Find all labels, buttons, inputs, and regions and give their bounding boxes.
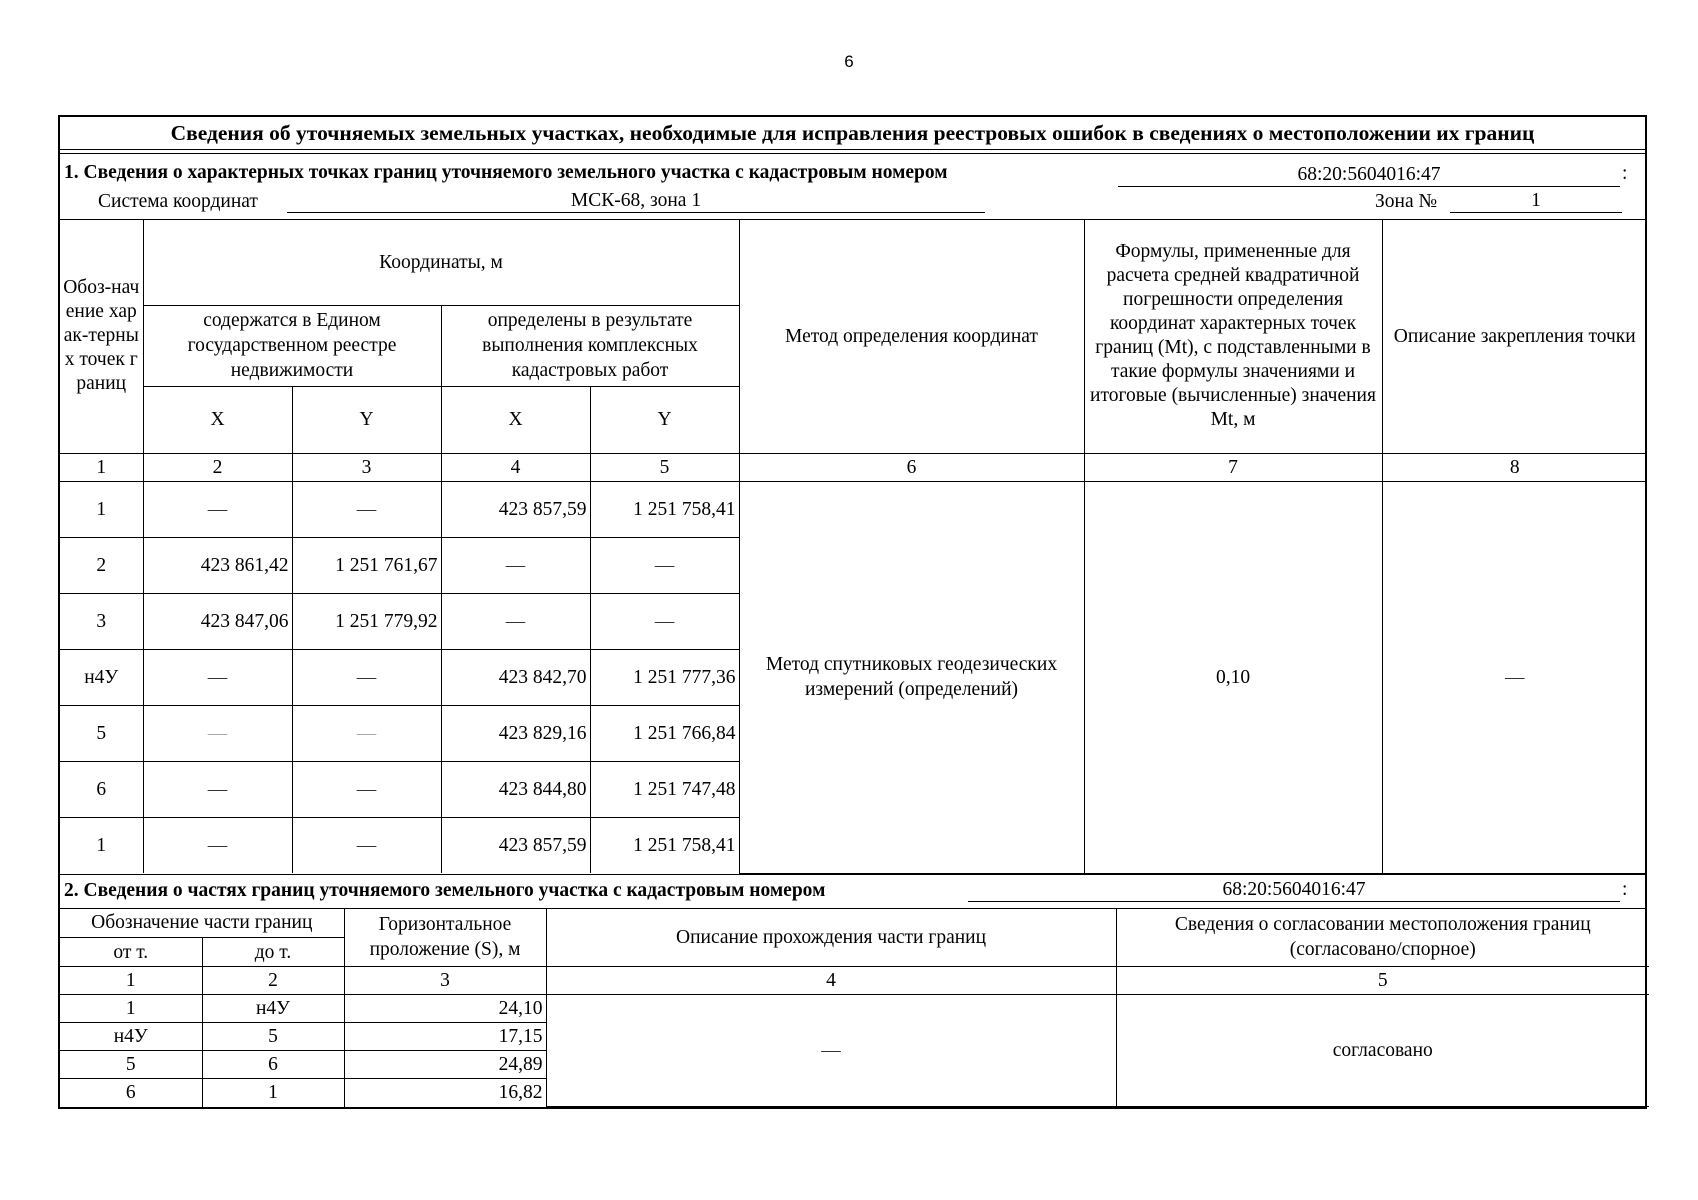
det-y: 1 251 777,36 [590,649,739,705]
header-reg-y: Y [292,386,441,453]
zone-value: 1 [1450,190,1622,213]
header-part-designation: Обозначение части границ [60,909,344,938]
table-row [60,481,1647,537]
reg-y: — [292,649,441,705]
point-id: 3 [60,593,143,649]
from-point: 5 [60,1051,202,1079]
horizontal-distance: 24,89 [344,1051,546,1079]
header-to: до т. [202,938,344,967]
horizontal-distance: 17,15 [344,1023,546,1051]
section2-header [60,874,1645,909]
column-number: 7 [1084,453,1382,481]
horizontal-distance: 16,82 [344,1079,546,1107]
column-number: 3 [344,967,546,995]
header-description: Описание прохождения части границ [546,909,1116,967]
reg-x: 423 847,06 [143,593,292,649]
header-det-x: X [441,386,590,453]
reg-y: — [292,817,441,873]
section2-heading: 2. Сведения о частях границ уточняемого земельного участка с кадастровым номером [64,879,826,901]
column-number: 5 [1116,967,1649,995]
header-designation: Обоз-начение харак-терных точек границ [60,220,143,453]
reg-x: — [143,761,292,817]
reg-y: — [292,761,441,817]
point-id: 1 [60,481,143,537]
to-point: 6 [202,1051,344,1079]
column-number: 6 [739,453,1084,481]
det-x: — [441,593,590,649]
column-number: 4 [546,967,1116,995]
column-number: 2 [202,967,344,995]
header-det-y: Y [590,386,739,453]
reg-y: 1 251 779,92 [292,593,441,649]
section2-cadastral-number: 68:20:5604016:47 [968,879,1620,902]
det-x: 423 857,59 [441,481,590,537]
colon: : [1622,878,1628,900]
det-y: — [590,537,739,593]
method-value: Метод спутниковых геодезических измерений (определений) [739,481,1084,873]
det-x: 423 829,16 [441,705,590,761]
reg-x: — [143,817,292,873]
header-in-registry: содержатся в Едином государственном реестре недвижимости [143,305,441,386]
column-number: 1 [60,453,143,481]
det-x: 423 842,70 [441,649,590,705]
column-number: 2 [143,453,292,481]
header-agreement: Сведения о согласовании местоположения границ (согласовано/спорное) [1116,909,1649,967]
from-point: 6 [60,1079,202,1107]
coord-system-label: Система координат [98,191,258,212]
det-y: 1 251 758,41 [590,481,739,537]
section1-cadastral-number: 68:20:5604016:47 [1118,164,1620,187]
header-method: Метод определения координат [739,220,1084,453]
header-determined: определены в результате выполнения комплексных кадастровых работ [441,305,739,386]
section1-header [60,154,1645,220]
points-table [60,220,1647,874]
header-horizontal: Горизонтальное проложение (S), м [344,909,546,967]
point-id: 5 [60,705,143,761]
page-number: 6 [844,52,854,71]
coord-system-value: МСК-68, зона 1 [287,190,985,213]
column-number: 3 [292,453,441,481]
det-x: 423 857,59 [441,817,590,873]
agreement-value: согласовано [1116,995,1649,1107]
reg-y: — [292,481,441,537]
point-id: 2 [60,537,143,593]
reg-x: — [143,649,292,705]
zone-label: Зона № [1375,191,1438,212]
column-number: 8 [1382,453,1647,481]
from-point: 1 [60,995,202,1023]
det-x: 423 844,80 [441,761,590,817]
column-number: 1 [60,967,202,995]
header-fixation: Описание закрепления точки [1382,220,1647,453]
from-point: н4У [60,1023,202,1051]
point-id: 6 [60,761,143,817]
horizontal-distance: 24,10 [344,995,546,1023]
mt-value: 0,10 [1084,481,1382,873]
header-coordinates: Координаты, м [143,220,739,305]
to-point: 5 [202,1023,344,1051]
to-point: н4У [202,995,344,1023]
cadastral-form [58,115,1647,1109]
header-formulas: Формулы, примененные для расчета средней квадратичной погрешности определения координат характерных точек границ (Mt), с подставленными в такие формулы значениями и итоговые (вычисленные) значения Mt, м [1084,220,1382,453]
reg-y: 1 251 761,67 [292,537,441,593]
det-y: — [590,593,739,649]
column-number: 4 [441,453,590,481]
det-y: 1 251 747,48 [590,761,739,817]
to-point: 1 [202,1079,344,1107]
description-value: — [546,995,1116,1107]
form-title: Сведения об уточняемых земельных участках, необходимые для исправления реестровых ошибок в сведениях о местоположении их границ [60,117,1645,150]
det-x: — [441,537,590,593]
point-id: н4У [60,649,143,705]
section1-heading: 1. Сведения о характерных точках границ уточняемого земельного участка с кадастровым номером [64,162,948,183]
reg-x: — [143,481,292,537]
point-id: 1 [60,817,143,873]
column-number: 5 [590,453,739,481]
reg-x: — [143,705,292,761]
reg-x: 423 861,42 [143,537,292,593]
table-row [60,995,1649,1023]
det-y: 1 251 766,84 [590,705,739,761]
boundary-parts-table [60,909,1649,1108]
reg-y: — [292,705,441,761]
fixation-value: — [1382,481,1647,873]
det-y: 1 251 758,41 [590,817,739,873]
header-from: от т. [60,938,202,967]
header-reg-x: X [143,386,292,453]
colon: : [1622,163,1628,184]
